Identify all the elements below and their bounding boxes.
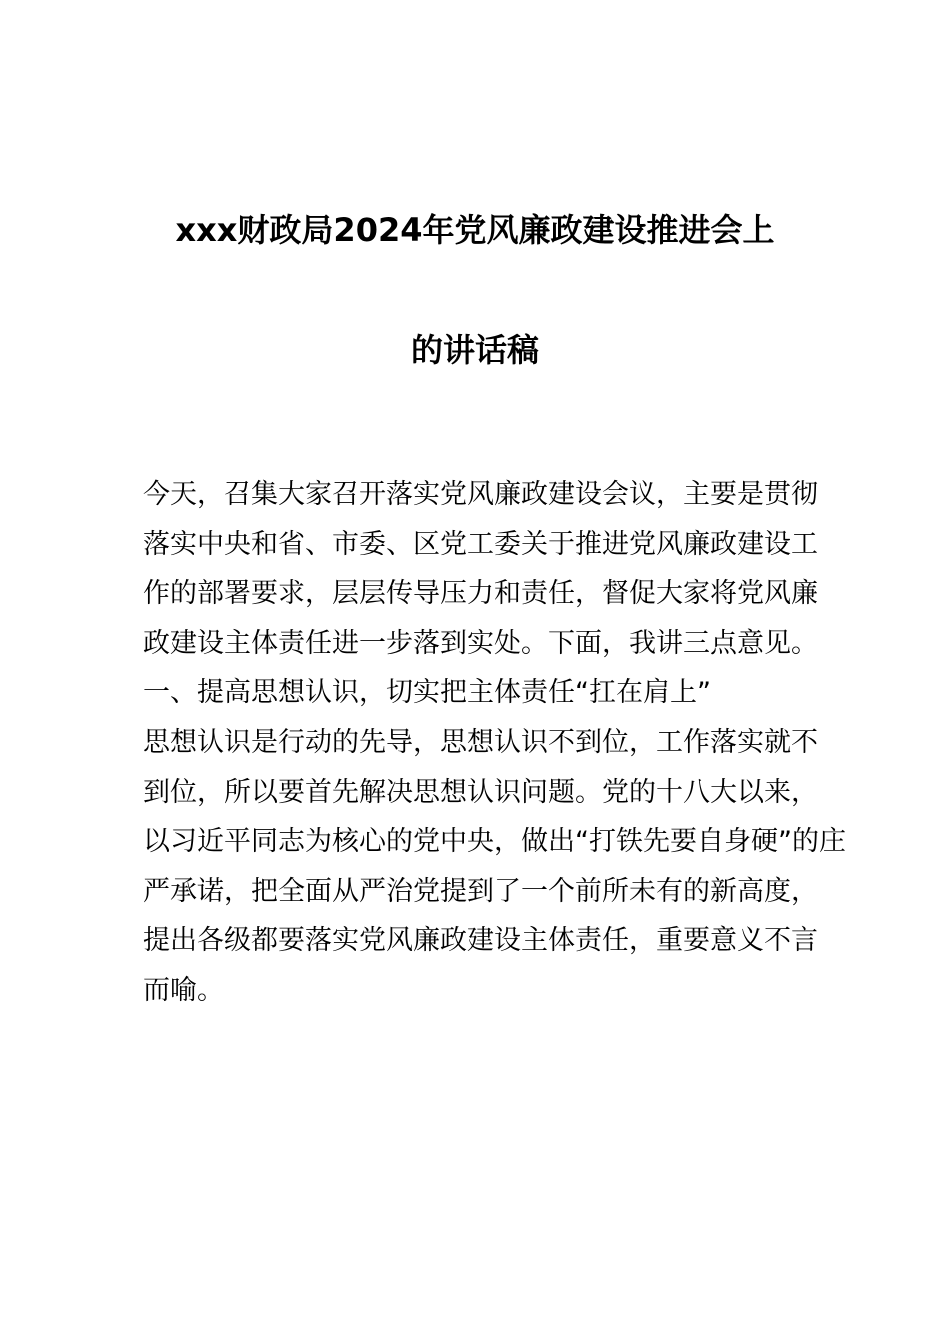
document-title-line-1: xxx财政局2024年党风廉政建设推进会上 (175, 211, 775, 249)
body-line: 以习近平同志为核心的党中央，做出“打铁先要自身硬”的庄 (143, 826, 846, 858)
body-line: 提出各级都要落实党风廉政建设主体责任，重要意义不言 (143, 925, 818, 957)
section-heading: 一、提高思想认识，切实把主体责任“扛在肩上” (143, 677, 711, 709)
body-line: 严承诺，把全面从严治党提到了一个前所未有的新高度， (143, 875, 818, 907)
body-line: 思想认识是行动的先导，思想认识不到位，工作落实就不 (143, 726, 818, 758)
document-title-line-2: 的讲话稿 (410, 331, 539, 369)
body-line: 作的部署要求，层层传导压力和责任，督促大家将党风廉 (143, 578, 818, 610)
body-line: 落实中央和省、市委、区党工委关于推进党风廉政建设工 (143, 528, 818, 560)
body-line: 今天，召集大家召开落实党风廉政建设会议，主要是贯彻 (143, 479, 818, 510)
body-line: 到位，所以要首先解决思想认识问题。党的十八大以来， (143, 776, 818, 808)
body-line: 而喻。 (143, 974, 224, 1006)
body-line: 政建设主体责任进一步落到实处。下面，我讲三点意见。 (143, 627, 818, 659)
document-body (143, 470, 846, 1016)
